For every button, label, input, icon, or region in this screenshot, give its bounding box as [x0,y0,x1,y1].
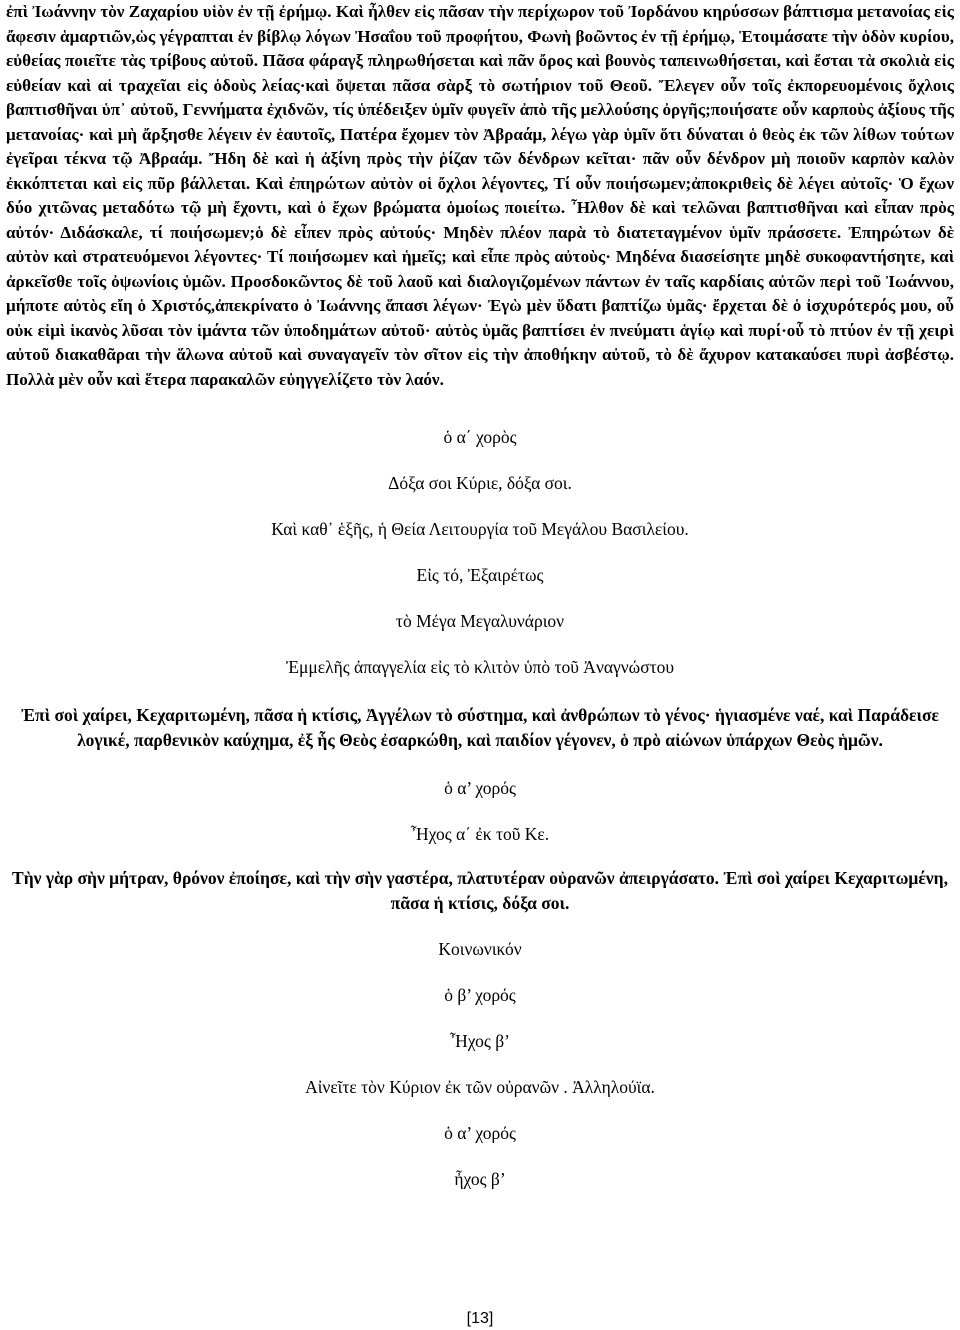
communion-text: Αἰνεῖτε τὸν Κύριον ἐκ τῶν οὐρανῶν . Ἀλληλούϊα. [305,1077,655,1097]
liturgy-heading: Καὶ καθ᾽ ἑξῆς, ἡ Θεία Λειτουργία τοῦ Μεγάλου Βασιλείου. [271,519,689,539]
echos-b-heading: Ἦχος β’ [450,1031,510,1051]
koinonikon-heading: Κοινωνικόν [438,939,522,959]
choir-a-heading: ὁ α΄ χορὸς [443,427,517,447]
doxa-heading: Δόξα σοι Κύριε, δόξα σοι. [388,473,572,493]
choir-a-heading-3: ὁ α’ χορός [444,1123,516,1143]
choir-a-heading-2: ὁ α’ χορός [444,778,516,798]
echos-b-heading-2: ἦχος β’ [454,1169,506,1189]
echos-a-heading: Ἦχος α΄ ἐκ τοῦ Κε. [410,824,550,844]
page-number: [13] [466,1310,494,1327]
megalynarion-text: Ἐπὶ σοὶ χαίρει, Κεχαριτωμένη, πᾶσα ἡ κτίσις, Ἀγγέλων τὸ σύστημα, καὶ ἀνθρώπων τὸ γένος· ἡγιασμένε ναέ, καὶ Παράδεισε λογικέ, παρθενικὸν καύχημα, ἐξ ἧς Θεὸς ἐσαρκώθη, καὶ παιδίον γέγονεν, ὁ πρὸ αἰώνων ὑπάρχων Θεὸς ἡμῶν. [21,705,939,750]
hirmos-text: Τὴν γὰρ σὴν μήτραν, θρόνον ἐποίησε, καὶ τὴν σὴν γαστέρα, πλατυτέραν οὐρανῶν ἀπειργάσατο. Ἐπὶ σοὶ χαίρει Κεχαριτωμένη, πᾶσα ἡ κτίσις, δόξα σοι. [12,868,948,913]
megalynarion-heading: τὸ Μέγα Μεγαλυνάριον [395,611,565,631]
gospel-reading-paragraph: ἐπὶ Ἰωάννην τὸν Ζαχαρίου υἱὸν ἐν τῇ ἐρήμῳ. Καὶ ἦλθεν εἰς πᾶσαν τὴν περίχωρον τοῦ Ἰορδάνου κηρύσσων βάπτισμα μετανοίας εἰς ἄφεσιν ἁμαρτιῶν,ὡς γέγραπται ἐν βίβλῳ λόγων Ἠσαΐου τοῦ προφήτου, Φωνὴ βοῶντος ἐν τῇ ἐρήμῳ, Ἑτοιμάσατε τὴν ὁδὸν κυρίου, εὐθείας ποιεῖτε τὰς τρίβους αὐτοῦ. Πᾶσα φάραγξ πληρωθήσεται καὶ πᾶν ὄρος καὶ βουνὸς ταπεινωθήσεται, καὶ ἔσται τὰ σκολιὰ εἰς εὐθείαν καὶ αἱ τραχεῖαι εἰς ὁδοὺς λείας·καὶ ὄψεται πᾶσα σὰρξ τὸ σωτήριον τοῦ Θεοῦ. Ἔλεγεν οὖν τοῖς ἐκπορευομένοις ὄχλοις βαπτισθῆναι ὑπ᾽ αὐτοῦ, Γεννήματα ἐχιδνῶν, τίς ὑπέδειξεν ὑμῖν φυγεῖν ἀπὸ τῆς μελλούσης ὀργῆς;ποιήσατε οὖν καρποὺς ἀξίους τῆς μετανοίας· καὶ μὴ ἄρξησθε λέγειν ἐν ἑαυτοῖς, Πατέρα ἔχομεν τὸν Ἀβραάμ, λέγω γὰρ ὑμῖν ὅτι δύναται ὁ θεὸς ἐκ τῶν λίθων τούτων ἐγεῖραι τέκνα τῷ Ἀβραάμ. Ἤδη δὲ καὶ ἡ ἀξίνη πρὸς τὴν ῥίζαν τῶν δένδρων κεῖται· πᾶν οὖν δένδρον μὴ ποιοῦν καρπὸν καλὸν ἐκκόπτεται καὶ εἰς πῦρ βάλλεται. Καὶ ἐπηρώτων αὐτὸν οἱ ὄχλοι λέγοντες, Τί οὖν ποιήσωμεν;ἀποκριθεὶς δὲ λέγει αὐτοῖς· Ὁ ἔχων δύο χιτῶνας μεταδότω τῷ μὴ ἔχοντι, καὶ ὁ ἔχων βρώματα ὁμοίως ποιείτω. Ἦλθον δὲ καὶ τελῶναι βαπτισθῆναι καὶ εἶπαν πρὸς αὐτόν· Διδάσκαλε, τί ποιήσωμεν;ὁ δὲ εἶπεν πρὸς αὐτούς· Μηδὲν πλέον παρὰ τὸ διατεταγμένον ὑμῖν πράσσετε. Ἐπηρώτων δὲ αὐτὸν καὶ στρατευόμενοι λέγοντες· Τί ποιήσωμεν καὶ ἡμεῖς; καὶ εἶπε πρὸς αὐτοὺς· Μηδένα διασείσητε μηδὲ συκοφαντήσητε, καὶ ἀρκεῖσθε τοῖς ὀψωνίοις ὑμῶν. Προσδοκῶντος δὲ τοῦ λαοῦ καὶ διαλογιζομένων πάντων ἐν ταῖς καρδίαις αὐτῶν περὶ τοῦ Ἰωάννου, μήποτε αὐτὸς εἴη ὁ Χριστός,ἀπεκρίνατο ὁ Ἰωάννης ἅπασι λέγων· Ἐγὼ μὲν ὕδατι βαπτίζω ὑμᾶς· ἔρχεται δὲ ὁ ἰσχυρότερός μου, οὗ οὐκ εἰμὶ ἱκανὸς λῦσαι τὸν ἱμάντα τῶν ὑποδημάτων αὐτοῦ· αὐτὸς ὑμᾶς βαπτίσει ἐν πνεύματι ἁγίῳ καὶ πυρί·οὗ τὸ πτύον ἐν τῇ χειρὶ αὐτοῦ διακαθᾶραι τὴν ἅλωνα αὐτοῦ καὶ συναγαγεῖν τὸν σῖτον εἰς τὴν ἀποθήκην αὐτοῦ, τὸ δὲ ἄχυρον κατακαύσει πυρὶ ἀσβέστῳ. Πολλὰ μὲν οὖν καὶ ἕτερα παρακαλῶν εὐηγγελίζετο τὸν λαόν. [6,2,954,389]
choir-b-heading: ὁ β’ χορός [444,985,516,1005]
eis-to-heading: Εἰς τό, Ἐξαιρέτως [416,565,544,585]
emmelos-heading: Ἐμμελῆς ἀπαγγελία εἰς τὸ κλιτὸν ὑπὸ τοῦ Ἀναγνώστου [285,657,675,677]
